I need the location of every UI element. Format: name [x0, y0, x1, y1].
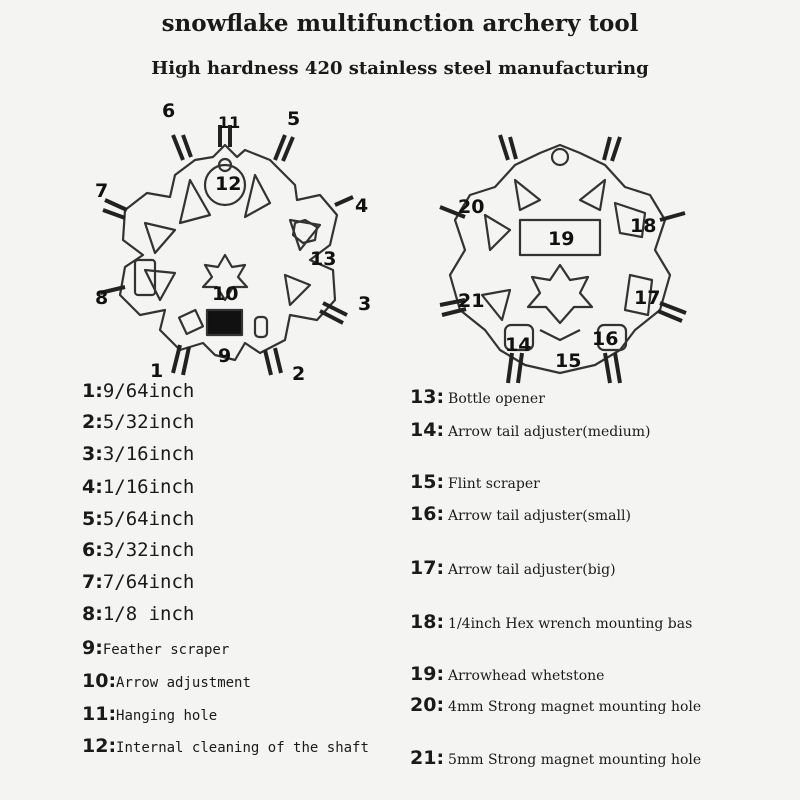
- callout-12: 12: [215, 173, 242, 195]
- callout-11: 11: [218, 113, 241, 132]
- legend-item: 3:3/16inch: [82, 443, 195, 465]
- legend-item: 12:Internal cleaning of the shaft: [82, 735, 369, 757]
- callout-5: 5: [287, 108, 301, 130]
- legend-item: 6:3/32inch: [82, 539, 195, 561]
- callout-9: 9: [218, 345, 232, 367]
- callout-19: 19: [548, 228, 575, 250]
- legend-item: 9:Feather scraper: [82, 637, 230, 659]
- legend-item: 19: Arrowhead whetstone: [410, 663, 605, 685]
- legend-item: 20: 4mm Strong magnet mounting hole: [410, 694, 702, 716]
- callout-20: 20: [458, 196, 485, 218]
- tool-front-diagram: [85, 105, 385, 390]
- legend-item: 15: Flint scraper: [410, 471, 540, 493]
- legend-item: 8:1/8 inch: [82, 603, 195, 625]
- callout-8: 8: [95, 287, 109, 309]
- callout-15: 15: [555, 350, 582, 372]
- page-title: snowflake multifunction archery tool: [161, 10, 639, 37]
- page-subtitle: High hardness 420 stainless steel manufacturing: [151, 58, 649, 79]
- callout-2: 2: [292, 363, 306, 385]
- legend-item: 4:1/16inch: [82, 476, 195, 498]
- callout-4: 4: [355, 195, 369, 217]
- legend-item: 5:5/64inch: [82, 508, 195, 530]
- legend-item: 16: Arrow tail adjuster(small): [410, 503, 631, 525]
- legend-item: 7:7/64inch: [82, 571, 195, 593]
- legend-item: 10:Arrow adjustment: [82, 670, 251, 692]
- callout-18: 18: [630, 215, 657, 237]
- callout-1: 1: [150, 360, 164, 382]
- legend-item: 17: Arrow tail adjuster(big): [410, 557, 616, 579]
- legend-item: 1:9/64inch: [82, 380, 195, 402]
- legend-item: 14: Arrow tail adjuster(medium): [410, 419, 651, 441]
- legend-item: 11:Hanging hole: [82, 703, 218, 725]
- callout-17: 17: [634, 287, 661, 309]
- callout-13: 13: [310, 248, 337, 270]
- legend-item: 2:5/32inch: [82, 411, 195, 433]
- callout-21: 21: [458, 290, 485, 312]
- callout-16: 16: [592, 328, 619, 350]
- legend-item: 13: Bottle opener: [410, 386, 545, 408]
- legend-item: 18: 1/4inch Hex wrench mounting bas: [410, 611, 693, 633]
- callout-14: 14: [505, 334, 532, 356]
- legend-item: 21: 5mm Strong magnet mounting hole: [410, 747, 702, 769]
- callout-7: 7: [95, 180, 109, 202]
- callout-6: 6: [162, 100, 176, 122]
- callout-3: 3: [358, 293, 372, 315]
- callout-10: 10: [212, 283, 239, 305]
